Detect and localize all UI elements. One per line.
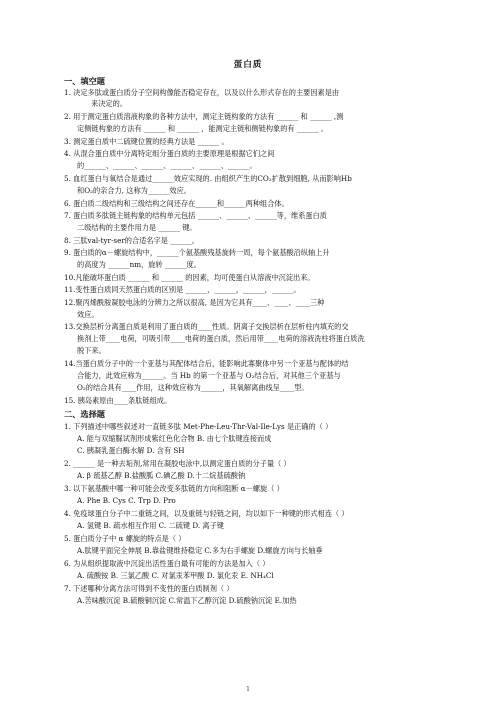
fill-line: 13.交换层析分离蛋白质是利用了蛋白质的____性质。阴离子交换层析在层析柱内填充的交 [64,322,349,331]
section-fill-heading: 一、填空题 [64,76,105,86]
choice-line: 6. 为从组织提取液中沉淀出活性蛋白最有可能的方法是加入（ ） [64,559,270,568]
fill-line: 6. 蛋白质二级结构和三级结构之间还存在______和______两种组合体。 [64,199,289,208]
page-number: 1 [246,686,250,693]
choice-line: C. 胰凝乳蛋白酶水解 D. 含有 SH [77,446,185,455]
fill-line: 1. 决定多肽或蛋白质分子空间构像能否稳定存在，以及以什么形式存在的主要因素是由 [64,88,340,97]
fill-line: 和O₂的亲合力, 这称为______效应。 [77,186,191,195]
choice-line: A. β 巯基乙醇 B.盐酸胍 C.碘乙酸 D.十二烷基硫酸钠 [77,471,246,480]
fill-line: 9. 蛋白质的α－螺旋结构中，______个氨基酸残基旋转一周，每个氨基酸沿纵轴上升 [64,248,330,257]
choice-line: A.肽键平面完全伸展 B.靠盐键维持稳定 C.多为右手螺旋 D.螺旋方向与长轴垂 [77,546,323,555]
choice-line: 2. ______ 是一种去垢剂,常用在凝胶电泳中,以测定蛋白质的分子量（ ） [64,459,291,468]
fill-line: 二级结构的主要作用力是 ______ 键。 [77,223,197,232]
fill-line: 3. 测定蛋白质中二硫键位置的经典方法是 ______ 。 [64,137,229,146]
fill-line: 14.当蛋白质分子中的一个亚基与其配体结合后，能影响此寡聚体中另一个亚基与配体的结 [64,359,349,368]
fill-line: 12.聚丙烯酰胺凝胶电泳的分辨力之所以很高, 是因为它具有____、____、____三种 [64,298,325,307]
choice-line: 7. 下述哪种分离方法可得到不变性的蛋白质制剂（ ） [64,584,234,593]
fill-line: 2. 用于测定蛋白质溶液构象的各种方法中，测定主链构象的方法有 ______ 和 ______ ,测 [64,112,344,121]
fill-line: O₂的结合具有____作用，这种效应称为______，其氧解离曲线呈____型。 [77,383,309,392]
fill-line: 合能力，此效应称为______。当 Hb 的第一个亚基与 O₂结合后，对其他三个亚基与 [77,371,341,380]
choice-line: 4. 免疫球蛋白分子中二重链之间，以及重链与轻链之间，均以如下一种键的形式相连（ ） [64,509,349,518]
choice-line: A. Phe B. Cys C. Trp D. Pro [77,496,176,505]
choice-line: A.苦味酸沉淀 B.硫酸铜沉淀 C.常温下乙醇沉淀 D.硫酸钠沉淀 E.加热 [77,596,297,605]
fill-line: 换剂上带____电荷，可吸引带____电荷的蛋白质，然后用带____电荷的溶液洗柱将蛋白质洗 [77,334,365,343]
choice-line: 3. 以下氨基酸中哪一种可能会改变多肽链的方向和阻断 α－螺旋（ ） [64,484,284,493]
fill-line: 的______、______、______、______、______、______。 [77,161,257,170]
fill-line: 5. 血红蛋白与氧结合是通过______效应实现的. 由组织产生的CO₂扩散到细胞, 从而影响Hb [64,174,352,183]
choice-line: A. 能与双缩脲试剂形成紫红色化合物 B. 由七个肽键连接而成 [77,434,272,443]
section-choice-heading: 二、选择题 [64,409,105,419]
fill-line: 8. 三肽val-tyr-ser的合适名字是 ______。 [64,236,199,245]
fill-line: 10.凡能破坏蛋白质 ______ 和 ______ 的因素，均可使蛋白从溶液中沉淀出来。 [64,273,315,282]
fill-line: 来决定的。 [91,99,127,108]
fill-line: 11.变性蛋白质同天然蛋白质的区别是 ______，______，______，______。 [64,285,301,294]
page-title: 蛋白质 [233,60,263,70]
fill-line: 定侧链构象的方法有 ______ 和 ______ ，能测定主链和侧链构象的有 ______ 。 [77,124,328,133]
fill-line: 4. 从混合蛋白质中分离特定组分蛋白质的主要原理是根据它们之间 [64,149,275,158]
fill-line: 7. 蛋白质多肽链主链构象的结构单元包括 ______、______、______等，维系蛋白质 [64,211,327,220]
fill-line: 效应。 [77,310,99,319]
fill-line: 脱下来。 [77,346,106,355]
choice-line: A. 氢键 B. 疏水相互作用 C. 二硫键 D. 离子键 [77,521,224,530]
choice-line: 5. 蛋白质分子中 α 螺旋的特点是（ ） [64,534,186,543]
fill-line: 的高度为 ______nm，旋转 ______度。 [77,260,201,269]
choice-line: A. 硫酸铵 B. 三氯乙酸 C. 对氯汞苯甲酸 D. 氯化汞 E. NH₄Cl [77,571,274,580]
fill-line: 15. 胰岛素原由____条肽链组成。 [64,396,172,405]
choice-line: 1. 下列描述中哪些叙述对一直链多肽 Met-Phe-Leu-Thr-Val-Ile-Lys 是正确的（ ） [64,422,333,431]
